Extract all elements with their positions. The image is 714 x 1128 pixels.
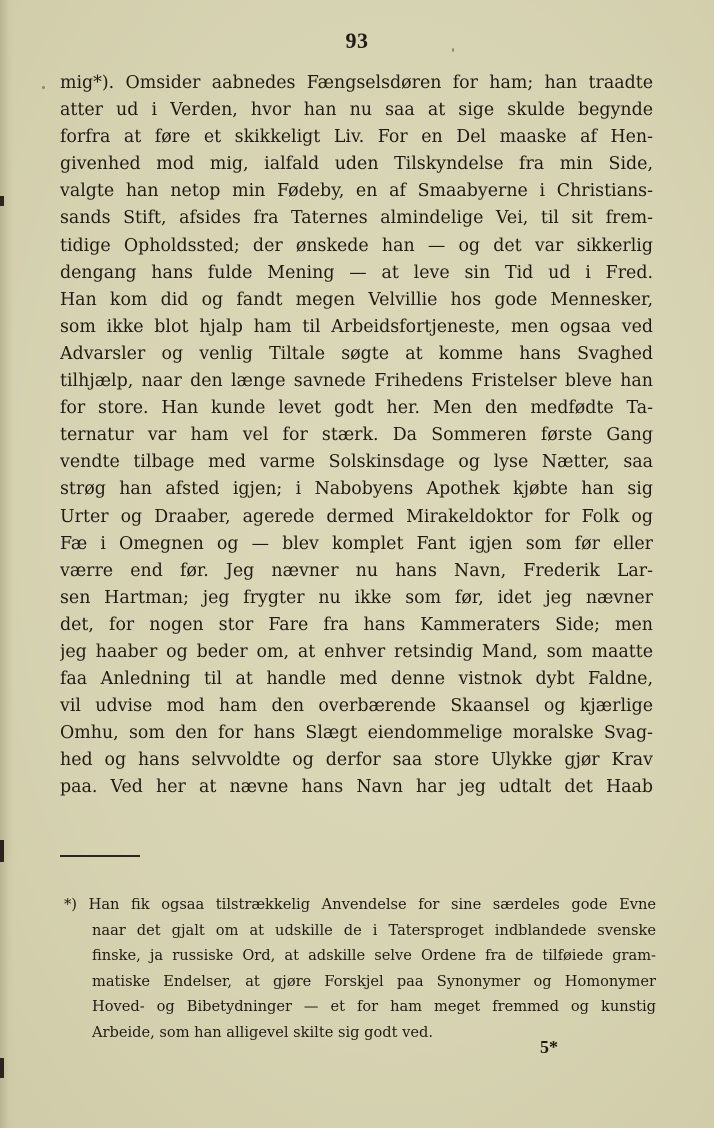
footnote-line: finske, ja russiske Ord, at adskille selve Ordene fra de tilføiede gram- xyxy=(92,947,656,964)
footnote xyxy=(64,892,656,1045)
page-number: 93 xyxy=(345,28,369,53)
text-line: paa. Ved her at nævne hans Navn har jeg udtalt det Haab xyxy=(60,777,653,798)
text-line: sen Hartman; jeg frygter nu ikke som før, idet jeg nævner xyxy=(60,587,653,608)
text-line: mig*). Omsider aabnedes Fængselsdøren for ham; han traadte xyxy=(60,73,653,93)
text-line: hed og hans selvvoldte og derfor saa store Ulykke gjør Krav xyxy=(60,750,653,771)
footnote-line: matiske Endelser, at gjøre Forskjel paa Synonymer og Homonymer xyxy=(92,972,656,990)
text-line: Fæ i Omegnen og — blev komplet Fant igjen som før eller xyxy=(60,533,653,554)
footnote-line: Hoved- og Bibetydninger — et for ham meget fremmed og kunstig xyxy=(92,998,656,1015)
text-line: værre end før. Jeg nævner nu hans Navn, Frederik Lar- xyxy=(60,560,653,581)
text-line: sands Stift, afsides fra Taternes almindelige Vei, til sit frem- xyxy=(60,208,653,229)
text-line: ternatur var ham vel for stærk. Da Sommeren første Gang xyxy=(60,425,653,446)
text-line: det, for nogen stor Fare fra hans Kammeraters Side; men xyxy=(60,614,653,635)
text-line: givenhed mod mig, ialfald uden Tilskyndelse fra min Side, xyxy=(60,154,653,175)
footnote-line: *) Han fik ogsaa tilstrækkelig Anvendelse for sine særdeles gode Evne xyxy=(64,896,656,913)
footnote-line: naar det gjalt om at udskille de i Tatersproget indblandede svenske xyxy=(92,921,656,939)
page-gutter-shadow xyxy=(0,0,14,1128)
text-line: tilhjælp, naar den længe savnede Frihedens Fristelser bleve han xyxy=(60,371,653,392)
text-line: Urter og Draaber, agerede dermed Mirakeldoktor for Folk og xyxy=(60,506,653,527)
edge-mark xyxy=(0,196,4,206)
edge-mark xyxy=(0,1058,4,1078)
text-line: tidige Opholdssted; der ønskede han — og det var sikkerlig xyxy=(60,235,653,256)
edge-mark xyxy=(0,840,4,862)
signature-mark: 5* xyxy=(540,1037,558,1057)
text-line: forfra at føre et skikkeligt Liv. For en Del maaske af Hen- xyxy=(60,127,653,148)
text-line: Han kom did og fandt megen Velvillie hos gode Mennesker, xyxy=(60,289,653,310)
text-line: som ikke blot hjalp ham til Arbeidsfortjeneste, men ogsaa ved xyxy=(60,316,653,337)
text-line: strøg han afsted igjen; i Nabobyens Apothek kjøbte han sig xyxy=(60,479,653,500)
text-line: valgte han netop min Fødeby, en af Smaabyerne i Christians- xyxy=(60,181,653,202)
text-line: dengang hans fulde Mening — at leve sin Tid ud i Fred. xyxy=(60,262,653,283)
text-line: Advarsler og venlig Tiltale søgte at komme hans Svaghed xyxy=(60,343,653,364)
paper-speck xyxy=(42,86,45,89)
text-line: vendte tilbage med varme Solskinsdage og lyse Nætter, saa xyxy=(60,452,653,473)
text-line: Omhu, som den for hans Slægt eiendommelige moralske Svag- xyxy=(60,723,653,744)
text-line: atter ud i Verden, hvor han nu saa at sige skulde begynde xyxy=(60,100,653,121)
text-line: faa Anledning til at handle med denne vistnok dybt Faldne, xyxy=(60,669,653,690)
text-line: vil udvise mod ham den overbærende Skaansel og kjærlige xyxy=(60,696,653,717)
footnote-separator xyxy=(60,855,140,857)
text-line: jeg haaber og beder om, at enhver retsindig Mand, som maatte xyxy=(60,641,653,662)
text-line: for store. Han kunde levet godt her. Men den medfødte Ta- xyxy=(60,398,653,419)
footnote-line: Arbeide, som han alligevel skilte sig godt ved. xyxy=(92,1023,433,1041)
body-text xyxy=(60,70,653,802)
